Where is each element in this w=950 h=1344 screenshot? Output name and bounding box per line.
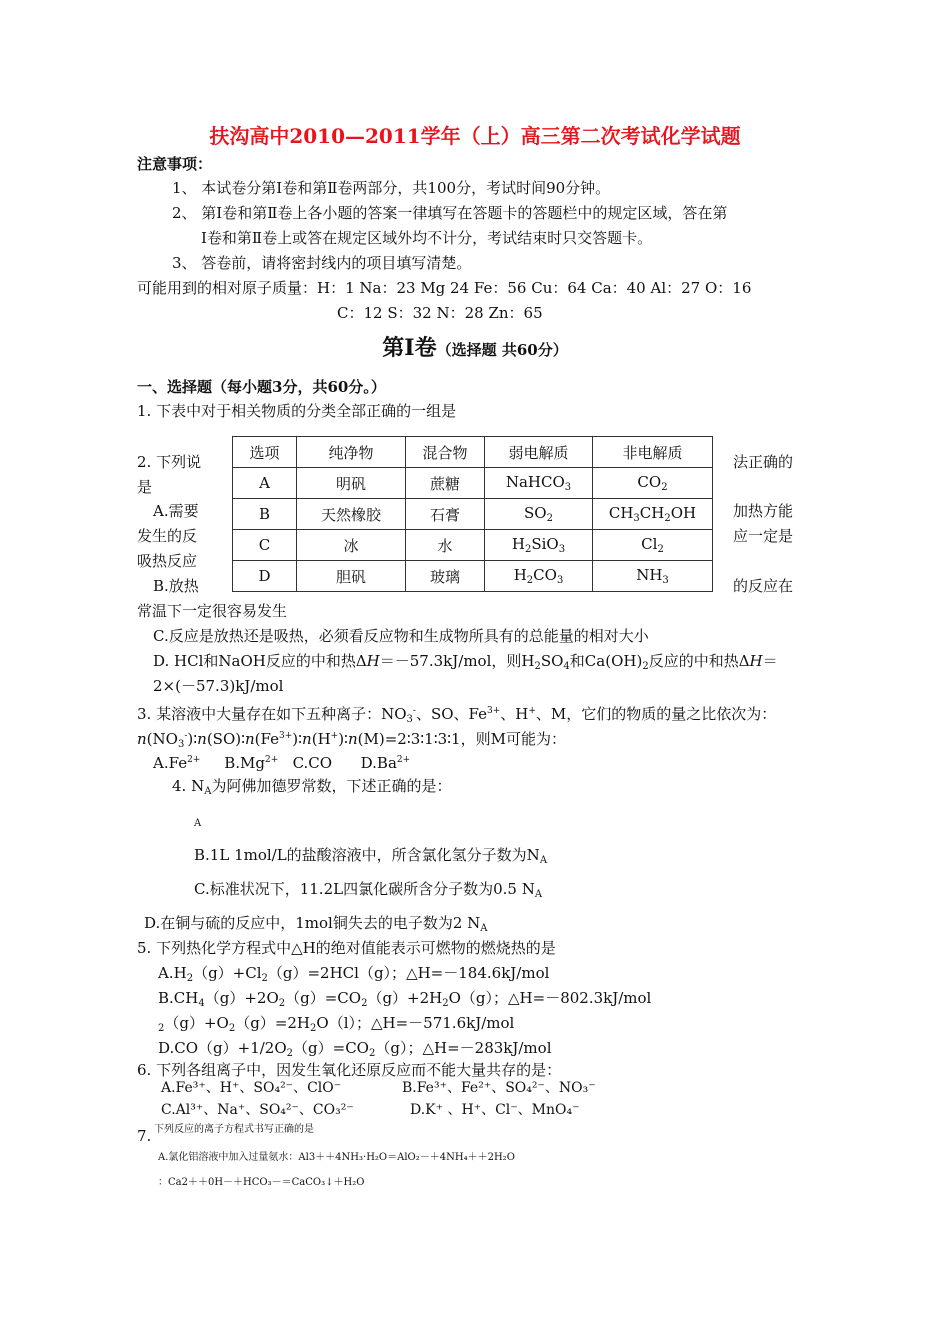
table-row [233,499,713,530]
table-header: 纯净物 [297,437,406,468]
table-cell: B [233,499,297,530]
section-title [0,335,950,361]
table-cell: 胆矾 [297,561,406,592]
question-3-stem: 3. 某溶液中大量存在如下五种离子：$NO_3^-$、SO、$Fe^{3+}$、H+、M，它们的物质的量之比依次为： [137,705,777,725]
question-7-option-b: ：Ca2＋＋0H－＋HCO₃－＝CaCO₃↓＋H₂O [158,1177,365,1188]
table-row [233,468,713,499]
question-7-option-a: A.氯化铝溶液中加入过量氨水：Al3＋＋4NH₃·H₂O＝AlO₂－＋4NH₄＋＋2H₂O [158,1152,515,1163]
table-row [233,530,713,561]
question-5-option-c: $_2(g)+O_2(g)=2H_2O(l)$；△H=－571.6kJ/mol [158,1014,515,1034]
table-cell: 石膏 [406,499,485,530]
question-7-stem: 下列反应的离子方程式书写正确的是 [154,1124,314,1135]
question-2-right: 应一定是 [733,527,794,545]
table-cell: 天然橡胶 [297,499,406,530]
note-item-2: 2、 第Ⅰ卷和第Ⅱ卷上各小题的答案一律填写在答题卡的答题栏中的规定区域，答在第 [172,204,728,222]
question-7-number: 7. [137,1127,152,1145]
table-cell: $H_2CO_3$ [485,561,593,592]
question-6-option-c: C.Al³⁺、Na⁺、SO₄²⁻、CO₃²⁻ [161,1102,354,1118]
page-title: 扶沟高中2010—2011学年（上）高三第二次考试化学试题 [209,124,741,148]
question-2-right: 加热方能 [733,502,794,520]
table-cell: $CH_3CH_2OH$ [593,499,713,530]
section-name: 第Ⅰ卷 [382,335,437,361]
note-item-2-cont: Ⅰ卷和第Ⅱ卷上或答在规定区域外均不计分，考试结束时只交答题卡。 [201,229,653,247]
question-3-options: $A.Fe^{2+}$ $B.Mg^{2+}$ C.CO $D.Ba^{2+}$ [153,754,411,772]
question-5-option-b: $B.CH_4(g)+2O_2(g)=CO_2(g)+2H_2O(g)$；△H=－802.3kJ/mol [158,989,652,1009]
question-6-option-a: A.Fe³⁺、H⁺、SO₄²⁻、ClO⁻ [161,1080,342,1096]
table-header: 弱电解质 [485,437,593,468]
classification-table [232,436,713,592]
question-4-option-a-fragment: A [194,818,202,829]
question-6-stem: 6. 下列各组离子中，因发生氧化还原反应而不能大量共存的是： [137,1061,562,1079]
table-cell: $CO_2$ [593,468,713,499]
table-header-row [233,437,713,468]
question-5-option-d: $D.CO(g)+1/2O_2(g)=CO_2(g)$；△H=－283kJ/mol [158,1039,552,1059]
atomic-masses-cont: C：12 S：32 N：28 Zn：65 [337,304,543,322]
question-5-stem: 5. 下列热化学方程式中△H的绝对值能表示可燃物的燃烧热的是 [137,939,556,957]
section-subtitle: （选择题 共60分） [436,341,568,359]
table-cell: 冰 [297,530,406,561]
table-cell: 蔗糖 [406,468,485,499]
question-2-left: B.放热 [153,577,199,595]
table-header: 非电解质 [593,437,713,468]
question-3-ratio: $n(NO_3^-)∶n(SO)∶n(Fe^{3+})∶n(H^+)∶n(M)=2∶3∶1∶3∶1$，则M可能为： [137,730,566,750]
question-2-left: 发生的反 [137,527,198,545]
question-2-option-d-cont: 2×(－57.3)kJ/mol [153,677,284,695]
question-2-right: 法正确的 [733,453,794,471]
table-cell: $H_2SiO_3$ [485,530,593,561]
question-2-left: 吸热反应 [137,552,198,570]
note-item-3: 3、 答卷前，请将密封线内的项目填写清楚。 [172,254,472,272]
table-cell: $NH_3$ [593,561,713,592]
table-cell: $SO_2$ [485,499,593,530]
atomic-masses: 可能用到的相对原子质量：H：1 Na：23 Mg 24 Fe：56 Cu：64 Ca：40 Al：27 O：16 [137,279,752,297]
question-2-left: 2. 下列说 [137,453,202,471]
table-cell: $Cl_2$ [593,530,713,561]
question-2-option-d: D. HCl和NaOH反应的中和热ΔH＝－57.3kJ/mol，则$H_2SO_4$和$Ca(OH)_2$反应的中和热ΔH＝ [153,652,778,672]
table-cell: 明矾 [297,468,406,499]
question-4-option-d: D.在铜与硫的反应中，1mol铜失去的电子数为2 $N_A$ [144,914,488,934]
table-cell: C [233,530,297,561]
question-4-stem: 4. $N_A$为阿佛加德罗常数，下述正确的是： [172,777,452,797]
question-6-option-b: B.Fe³⁺、Fe²⁺、SO₄²⁻、NO₃⁻ [402,1080,596,1096]
question-2-option-c: C.反应是放热还是吸热，必须看反应物和生成物所具有的总能量的相对大小 [153,627,649,645]
table-cell: NaHCO$_3$ [485,468,593,499]
question-2-left: 是 [137,478,153,496]
section-heading: 一、选择题（每小题3分，共60分。） [137,378,386,396]
question-4-option-c: C.标准状况下，11.2L四氯化碳所含分子数为0.5 $N_A$ [194,880,543,900]
table-cell: D [233,561,297,592]
question-4-option-b: B.1L 1mol/L的盐酸溶液中，所含氯化氢分子数为$N_A$ [194,846,548,866]
question-1-stem: 1. 下表中对于相关物质的分类全部正确的一组是 [137,402,457,420]
table-cell: 玻璃 [406,561,485,592]
question-5-option-a: $A.H_2(g)+Cl_2(g)=2HCl(g)$；△H=－184.6kJ/mol [158,964,550,984]
question-2-cont: 常温下一定很容易发生 [137,602,288,620]
table-header: 选项 [233,437,297,468]
question-6-option-d: D.K⁺ 、H⁺、Cl⁻、MnO₄⁻ [410,1102,580,1118]
question-2-right: 的反应在 [733,577,794,595]
question-2-left: A.需要 [153,502,199,520]
note-item-1: 1、 本试卷分第Ⅰ卷和第Ⅱ卷两部分，共100分，考试时间90分钟。 [172,179,611,197]
table-header: 混合物 [406,437,485,468]
table-cell: 水 [406,530,485,561]
notes-heading: 注意事项： [137,155,213,173]
table-cell: A [233,468,297,499]
table-row [233,561,713,592]
